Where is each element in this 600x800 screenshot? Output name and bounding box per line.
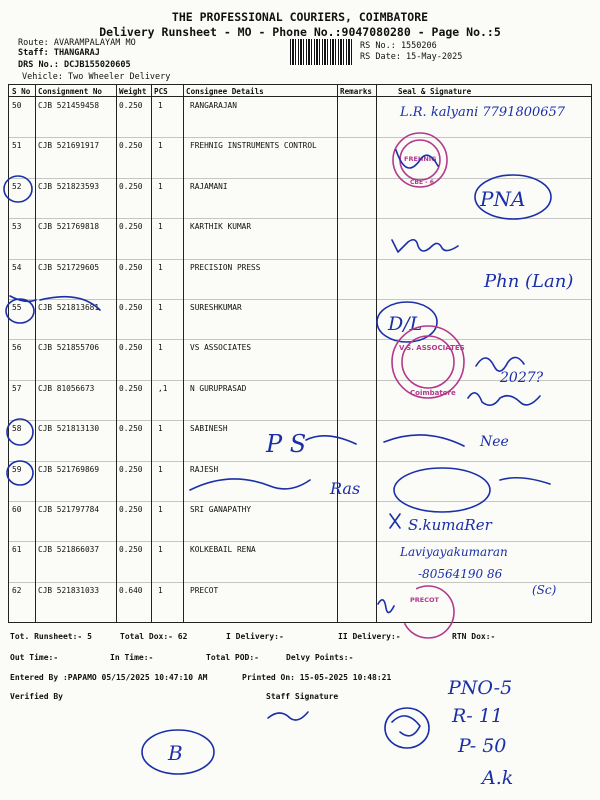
handwritten-note: -80564190 86 (418, 567, 503, 581)
staff-signature-label: Staff Signature (266, 692, 339, 701)
summary-note: PNO-5 (448, 677, 513, 699)
row-circle-mark (7, 461, 33, 485)
cell-consignee: RANGARAJAN (190, 101, 237, 110)
cell-sno: 61 (12, 545, 22, 555)
cell-consignment: CJB 521866037 (38, 545, 100, 555)
cell-weight: 0.250 (119, 181, 143, 191)
cell-consignee: KARTHIK KUMAR (190, 222, 252, 232)
vehicle-label: Vehicle: Two Wheeler Delivery (22, 72, 171, 82)
total-pod: Total POD:- (206, 653, 259, 662)
ii-delivery: II Delivery:- (338, 632, 401, 641)
rs-date: RS Date: 15-May-2025 (360, 52, 463, 62)
drs-number: DRS No.: DCJB155020605 (18, 60, 131, 70)
summary-note: R- 11 (452, 705, 503, 727)
staff-signature-scribble (268, 712, 308, 720)
cell-weight: 0.640 (119, 585, 143, 595)
cell-weight: 0.250 (119, 545, 143, 555)
cell-consignment: CJB 521813130 (38, 424, 100, 434)
cell-sno: 56 (12, 343, 22, 353)
rtn-dox: RTN Dox:- (452, 632, 496, 641)
cell-consignee: RAJESH (190, 464, 219, 474)
cell-sno: 51 (12, 141, 22, 151)
row-circle-mark (4, 176, 32, 202)
cell-consignee: RAJAMANI (190, 181, 228, 191)
cell-consignment: CJB 521797784 (38, 505, 100, 514)
cell-consignee: N GURUPRASAD (190, 383, 247, 393)
col-header-consignee: Consignee Details (186, 87, 264, 96)
summary-note: A.k (482, 767, 514, 789)
cell-consignee: PRECOT (190, 585, 219, 595)
handwritten-stroke (190, 479, 310, 490)
handwritten-signature (378, 600, 394, 613)
handwritten-note: 2027? (500, 370, 544, 386)
handwritten-signature: L.R. kalyani 7791800657 (400, 105, 566, 120)
staff-label: Staff: THANGARAJ (18, 48, 100, 58)
cell-pcs: 1 (158, 343, 163, 353)
total-dox: Total Dox:- 62 (120, 632, 188, 641)
row-circle-mark (6, 299, 34, 323)
cell-consignee: PRECISION PRESS (190, 262, 261, 272)
handwritten-mark (390, 514, 400, 528)
cell-consignment: CJB 521855706 (38, 343, 100, 353)
handwritten-note: P S (266, 430, 307, 458)
cell-sno: 55 (12, 303, 22, 312)
company-stamp (392, 326, 465, 398)
handwritten-circle (394, 468, 490, 512)
cell-sno: 53 (12, 222, 22, 232)
cell-consignment: CJB 521729605 (38, 262, 100, 272)
handwritten-stroke (306, 435, 464, 446)
cell-pcs: 1 (158, 101, 163, 110)
in-time: In Time:- (110, 653, 154, 662)
cell-pcs: 1 (158, 545, 163, 555)
cell-consignee: KOLKEBAIL RENA (190, 545, 256, 555)
handwritten-note: Laviyayakumaran (400, 545, 508, 559)
cell-weight: 0.250 (119, 141, 143, 151)
cell-sno: 52 (12, 181, 22, 191)
cell-consignment: CJB 81056673 (38, 383, 95, 393)
cell-sno: 57 (12, 383, 22, 393)
cell-pcs: 1 (158, 181, 163, 191)
cell-consignment: CJB 521831033 (38, 585, 100, 595)
total-runsheet: Tot. Runsheet:- 5 (10, 632, 92, 641)
handwritten-note: D/L (388, 313, 423, 335)
company-title: THE PROFESSIONAL COURIERS, COIMBATORE (171, 10, 429, 24)
cell-consignment: CJB 521813681 (38, 303, 100, 312)
cell-weight: 0.250 (119, 222, 143, 232)
handwritten-note: (Sc) (532, 583, 557, 597)
cell-pcs: 1 (158, 262, 163, 272)
cell-weight: 0.250 (119, 343, 143, 353)
cell-weight: 0.250 (119, 303, 143, 312)
col-header-seal-signature: Seal & Signature (398, 87, 472, 96)
cell-weight: 0.250 (119, 464, 143, 474)
cell-pcs: 1 (158, 585, 163, 595)
verified-by: Verified By (10, 692, 63, 701)
row-circle-mark (7, 419, 33, 445)
cell-consignment: CJB 521691917 (38, 141, 100, 151)
cell-consignment: CJB 521459458 (38, 101, 100, 110)
cell-pcs: 1 (158, 222, 163, 232)
cell-pcs: 1 (158, 141, 163, 151)
rs-number: RS No.: 1550206 (360, 41, 437, 51)
entered-by: Entered By :PAPAMO 05/15/2025 10:47:10 AM (10, 673, 208, 682)
printed-on: Printed On: 15-05-2025 10:48:21 (242, 673, 392, 682)
cell-weight: 0.250 (119, 424, 143, 434)
cell-sno: 59 (12, 464, 22, 474)
col-header-pcs: PCS (154, 87, 168, 96)
staff-signature-circle (385, 708, 429, 748)
cell-consignee: SURESHKUMAR (190, 303, 242, 312)
cell-weight: 0.250 (119, 505, 143, 514)
delivery-points: Delvy Points:- (286, 653, 354, 662)
handwritten-note: Phn (Lan) (484, 271, 574, 292)
stamp-text: V.S. ASSOCIATES (399, 344, 465, 352)
cell-consignment: CJB 521823593 (38, 181, 100, 191)
cell-sno: 60 (12, 505, 22, 514)
stamp-text: FREHNIG (404, 155, 437, 163)
staff-signature-scribble (392, 716, 420, 736)
cell-weight: 0.250 (119, 101, 143, 110)
cell-pcs: 1 (158, 424, 163, 434)
cell-sno: 62 (12, 585, 22, 595)
cell-consignment: CJB 521769869 (38, 464, 100, 474)
cell-weight: 0.250 (119, 262, 143, 272)
cell-consignee: FREHNIG INSTRUMENTS CONTROL (190, 141, 317, 151)
verifier-mark: B (168, 741, 183, 765)
handwritten-note: Nee (480, 434, 509, 450)
cell-pcs: 1 (158, 464, 163, 474)
cell-sno: 50 (12, 101, 22, 110)
cell-pcs: ,1 (158, 383, 168, 393)
stamp-text: Coimbatore (410, 389, 456, 397)
i-delivery: I Delivery:- (226, 632, 284, 641)
cell-consignee: VS ASSOCIATES (190, 343, 252, 353)
cell-consignee: SABINESH (190, 424, 228, 434)
col-header-weight: Weight (119, 87, 147, 96)
cell-consignee: SRI GANAPATHY (190, 505, 252, 514)
handwritten-note: Ras (330, 479, 361, 498)
cell-pcs: 1 (158, 303, 163, 312)
handwritten-note: PNA (480, 187, 526, 211)
col-header-sno: S No (12, 87, 31, 96)
handwritten-signature (468, 393, 540, 405)
col-header-remarks: Remarks (340, 87, 373, 96)
cell-sno: 54 (12, 262, 22, 272)
cell-weight: 0.250 (119, 383, 143, 393)
col-header-consignment: Consignment No (38, 87, 103, 96)
handwritten-note: S.kumaRer (408, 516, 492, 534)
company-stamp (402, 586, 454, 638)
cell-consignment: CJB 521769818 (38, 222, 100, 232)
handwritten-signature (392, 240, 458, 252)
handwritten-stroke (500, 478, 550, 484)
handwritten-stroke (10, 296, 100, 310)
cell-sno: 58 (12, 424, 22, 434)
runsheet-subtitle: Delivery Runsheet - MO - Phone No.:9047080280 - Page No.:5 (99, 25, 501, 39)
cell-pcs: 1 (158, 505, 163, 514)
stamp-text: PRECOT (410, 596, 439, 604)
summary-note: P- 50 (458, 735, 507, 757)
out-time: Out Time:- (10, 653, 59, 662)
route-label: Route: AVARAMPALAYAM MO (18, 38, 136, 48)
stamp-text: CBE - 6 (410, 179, 434, 186)
